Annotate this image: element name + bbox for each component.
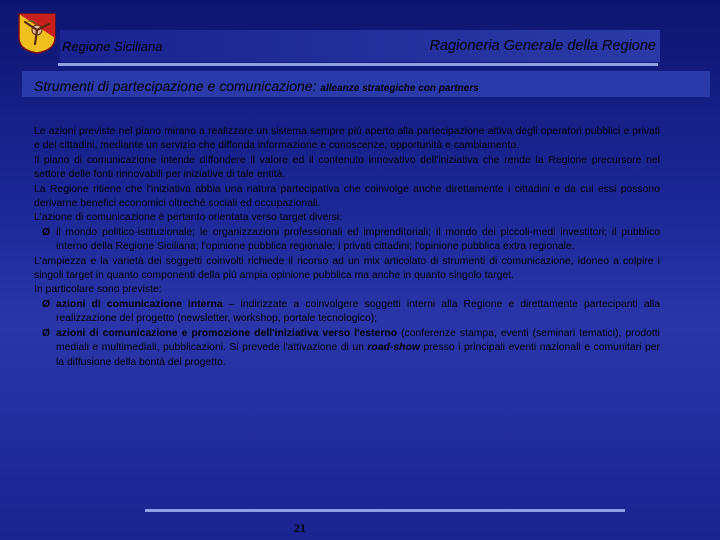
header-divider: [58, 63, 658, 66]
bullet-external-rest2: presso i principali eventi nazionali e comunitari per la diffusione della bontà del progetto.: [56, 342, 660, 368]
bullet-internal-bold: azioni di comunicazione interna: [56, 298, 223, 310]
paragraph-targets: L'azione di comunicazione è pertanto orientata verso target diversi:: [34, 212, 343, 224]
paragraph-planned: In particolare sono previste:: [34, 284, 162, 296]
arrow-bullet-icon: Ø: [42, 327, 51, 339]
paragraph-plan: Il piano di comunicazione intende diffondere il valore ed il contenuto innovativo dell'iniziativa che rende la Regione precursore nel settore delle fonti rinnovabili per iniziative di tale entità.: [34, 154, 660, 181]
bullet-targets-text: il mondo politico-istituzionale; le organizzazioni professionali ed imprenditoriali; il mondo dei piccoli-medi investitori; il pubblico interno della Regione Siciliana; l'opinione pubblica regionale; i privati cittadini; l'opinione pubblica extra regionale.: [56, 226, 660, 253]
paragraph-mix: L'ampiezza e la varietà dei soggetti coinvolti richiede il ricorso ad un mix articolato di strumenti di comunicazione, idoneo a colpire i singoli target in quanto componenti della più ampia opinione pubblica ma anche in quanto singolo target.: [34, 255, 660, 282]
bullet-internal: [34, 298, 660, 327]
page-number: 21: [294, 521, 306, 535]
arrow-bullet-icon: Ø: [42, 226, 51, 238]
bullet-external-bold: azioni di comunicazione e promozione dell'iniziativa verso l'esterno: [56, 327, 398, 339]
road-show-term: road-show: [367, 342, 420, 354]
footer-divider: [145, 509, 625, 512]
bullet-internal-text: [56, 298, 660, 327]
slide-body: [34, 125, 660, 370]
paragraph-intro: Le azioni previste nel piano mirano a realizzare un sistema sempre più aperto alla partecipazione attiva degli operatori pubblici e privati e dei cittadini, mediante un servizio che diffonda informazione e conoscenze, opportunità e cambiamento.: [34, 126, 660, 152]
slide-title-main: Strumenti di partecipazione e comunicazione:: [34, 78, 317, 94]
trinacria-logo-icon: [17, 12, 57, 54]
department-name: Ragioneria Generale della Regione: [429, 38, 656, 54]
bullet-external-text: [56, 327, 660, 370]
slide-title: [34, 78, 479, 94]
bullet-internal-rest: – indirizzate a coinvolgere soggetti interni alla Regione e direttamente partecipanti alla realizzazione del progetto (newsletter, workshop, portale tecnologico);: [56, 298, 660, 325]
bullet-external-rest1: (conferenze stampa, eventi (seminari tematici), prodotti mediali e multimediali, pubblicazioni. Si prevede l'attivazione di un: [56, 327, 660, 354]
bullet-external: [34, 327, 660, 370]
region-name: Regione Siciliana: [62, 39, 163, 54]
bullet-targets: [34, 226, 660, 255]
arrow-bullet-icon: Ø: [42, 298, 51, 310]
paragraph-region: La Regione ritiene che l'iniziativa abbia una natura partecipativa che coinvolge anche direttamente i cittadini e da cui essi possono derivarne benefici economici oltreché sociali ed occupazionali.: [34, 183, 660, 210]
slide-title-sub: alleanze strategiche con partners: [320, 83, 479, 94]
